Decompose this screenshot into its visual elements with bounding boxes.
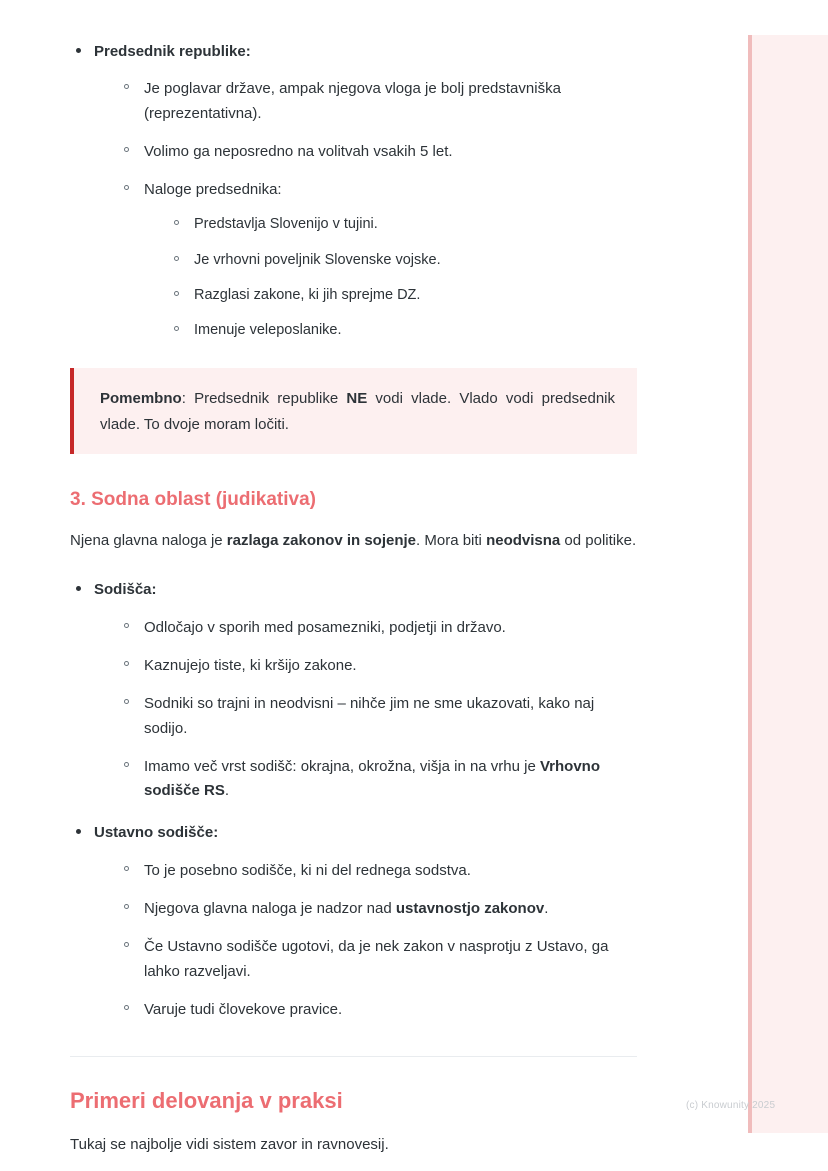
judicial-intro-part2: . Mora biti: [416, 532, 487, 550]
callout-text: [100, 386, 615, 438]
list-item-label: Če Ustavno sodišče ugotovi, da je nek zakon v nasprotju z Ustavo, ga lahko razveljavi.: [144, 938, 609, 980]
bullet-circle-icon: [124, 1005, 129, 1010]
cc-task-part1: Njegova glavna naloga je nadzor nad: [144, 899, 396, 917]
court-types-bold: Vrhovno sodišče RS: [144, 757, 601, 800]
callout-emphasis: NE: [346, 390, 368, 408]
bullet-circle-icon: [124, 866, 129, 871]
list-item-president: [70, 40, 637, 342]
list-item: [122, 692, 637, 741]
bullet-circle-icon: [124, 699, 129, 704]
list-item-courts: [70, 578, 637, 803]
bullet-circle-icon: [174, 220, 179, 225]
callout-separator: :: [181, 390, 195, 408]
list-item: [122, 859, 637, 883]
list-item: [122, 178, 637, 342]
bullet-circle-icon: [174, 326, 179, 331]
list-item: [122, 654, 637, 678]
callout-text-before: Predsednik republike: [194, 390, 347, 408]
courts-heading-label: Sodišča:: [94, 581, 157, 599]
callout-text-after: vodi vlade. Vlado vodi predsednik vlade. To dvoje moram ločiti.: [100, 390, 615, 433]
list-item-label: [144, 900, 548, 917]
list-item-label: Varuje tudi človekove pravice.: [144, 1000, 343, 1018]
judicial-intro-part3: od politike.: [560, 532, 637, 550]
practice-intro-paragraph: Tukaj se najbolje vidi sistem zavor in ravnovesij.: [70, 1135, 389, 1153]
bullet-disc-icon: [76, 48, 81, 53]
president-heading-label: Predsednik republike:: [94, 43, 251, 60]
callout-label: Pomembno: [100, 390, 182, 408]
bullet-circle-icon: [124, 762, 129, 767]
bullet-circle-icon: [174, 291, 179, 296]
bullet-circle-icon: [124, 147, 129, 152]
judicial-intro-part1: Njena glavna naloga je: [70, 532, 227, 550]
list-item-label: To je posebno sodišče, ki ni del rednega sodstva.: [144, 861, 471, 879]
bullet-circle-icon: [124, 904, 129, 909]
courts-sublist: [94, 616, 637, 804]
president-duties-list: [144, 213, 637, 342]
list-item: [172, 249, 637, 272]
cc-task-part2: .: [544, 899, 549, 917]
important-callout: [70, 368, 637, 454]
list-item-label: Sodniki so trajni in neodvisni – nihče jim ne sme ukazovati, kako naj sodijo.: [144, 695, 595, 737]
list-item: [172, 284, 637, 307]
list-item: [172, 213, 637, 236]
practice-section-heading: Primeri delovanja v praksi: [70, 1088, 343, 1114]
president-sublist: [94, 77, 637, 342]
list-item: [122, 935, 637, 984]
bullet-disc-icon: [76, 586, 81, 591]
list-item: [122, 140, 637, 164]
courts-list: [70, 578, 637, 1022]
list-item-label: Predstavlja Slovenijo v tujini.: [194, 216, 378, 233]
list-item-label: Kaznujejo tiste, ki kršijo zakone.: [144, 656, 357, 674]
court-types-part2: .: [224, 782, 230, 800]
bullet-circle-icon: [124, 661, 129, 666]
court-types-part1: Imamo več vrst sodišč: okrajna, okrožna, višja in na vrhu je: [144, 757, 540, 775]
bullet-circle-icon: [124, 623, 129, 628]
edge-callout-strip: [748, 35, 828, 1133]
president-list: [70, 40, 637, 342]
bullet-circle-icon: [124, 84, 129, 89]
cc-task-bold: ustavnostjo zakonov: [395, 899, 545, 917]
list-item: [122, 616, 637, 640]
section-divider: [70, 1056, 637, 1057]
list-item-label: [144, 758, 600, 799]
list-item: [122, 897, 637, 921]
bullet-circle-icon: [124, 185, 129, 190]
bullet-circle-icon: [124, 942, 129, 947]
judicial-intro-paragraph: [70, 528, 637, 554]
list-item-label: Je vrhovni poveljnik Slovenske vojske.: [194, 251, 441, 268]
top-spacer: [70, 0, 637, 40]
watermark-text: (c) Knowunity 2025: [686, 1100, 776, 1111]
judicial-intro-bold2: neodvisna: [486, 532, 561, 550]
constitutional-court-sublist: [94, 859, 637, 1022]
list-item: [122, 998, 637, 1022]
list-item-label: Volimo ga neposredno na volitvah vsakih 5 let.: [144, 142, 453, 160]
list-item-label: Razglasi zakone, ki jih sprejme DZ.: [194, 286, 421, 303]
judicial-section-heading: 3. Sodna oblast (judikativa): [70, 488, 316, 510]
list-item: [122, 755, 637, 804]
list-item-constitutional-court: [70, 821, 637, 1022]
list-item: [122, 77, 637, 126]
list-item-label: Odločajo v sporih med posamezniki, podjetji in državo.: [144, 618, 506, 636]
bullet-circle-icon: [174, 256, 179, 261]
list-item-label: Je poglavar države, ampak njegova vloga je bolj predstavniška (reprezentativna).: [144, 80, 561, 122]
bullet-disc-icon: [76, 829, 81, 834]
list-item-label: Naloge predsednika:: [144, 181, 282, 199]
document-page: [70, 0, 637, 1158]
constitutional-court-heading-label: Ustavno sodišče:: [94, 824, 219, 842]
judicial-intro-bold1: razlaga zakonov in sojenje: [226, 532, 417, 550]
list-item: [172, 319, 637, 342]
list-item-label: Imenuje veleposlanike.: [194, 322, 342, 338]
